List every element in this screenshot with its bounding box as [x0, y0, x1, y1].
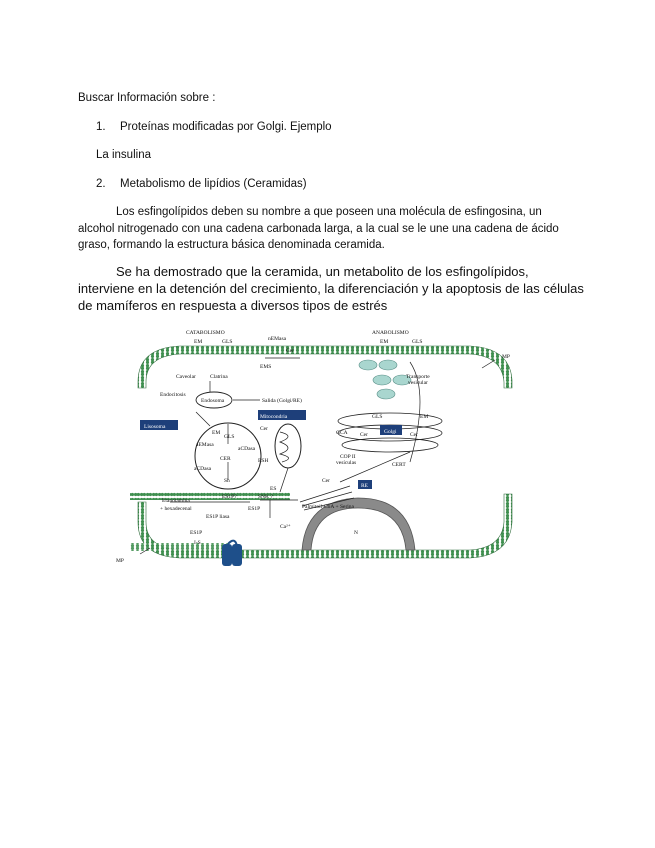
label-es1p-bottom: ES1P — [190, 530, 203, 536]
plasma-membrane-top — [138, 346, 512, 388]
label-em-right: EM — [380, 339, 389, 345]
label-sh: Sh — [224, 478, 230, 484]
label-endocitosis: Endocitosis — [160, 392, 186, 398]
label-re: RE — [361, 483, 369, 489]
paragraph-esfingolipidos — [78, 204, 578, 254]
label-clatrina: Clatrina — [210, 374, 228, 380]
paragraph-line: graso, formando la estructura básica denominada ceramida. — [78, 239, 385, 251]
label-mp-bottom: MP — [116, 558, 124, 564]
list-text: Proteínas modificadas por Golgi. Ejemplo — [120, 121, 332, 133]
label-cert: CERT — [392, 462, 406, 468]
list-text: Metabolismo de lipídios (Ceramidas) — [120, 178, 307, 190]
answer-text: La insulina — [96, 149, 151, 161]
label-em-lyso: EM — [212, 430, 221, 436]
paragraph-line: Los esfingolípidos deben su nombre a que poseen una molécula de esfingosina, un — [116, 206, 542, 218]
label-anabolismo: ANABOLISMO — [372, 330, 409, 336]
label-salida: Salida (Golgi/RE) — [262, 398, 302, 404]
label-cer-golgi-left: Cer — [360, 432, 368, 438]
label-snk: SNK ? — [258, 494, 273, 500]
transporter-channel — [222, 541, 242, 566]
mitochondria — [275, 424, 301, 468]
label-vesiculas: vesículas — [336, 460, 357, 466]
label-golgi: Golgi — [384, 429, 397, 435]
label-ca: Ca²⁺ — [280, 524, 291, 530]
paragraph-line: de mamíferos en respuesta a diversos tipos de estrés — [78, 298, 388, 313]
transport-vesicles — [359, 360, 411, 399]
label-cer-center: CER — [220, 456, 231, 462]
label-em-golgi: EM — [420, 414, 429, 420]
label-cer-mito: Cer — [260, 426, 268, 432]
paragraph-line: interviene en la detención del crecimiento, la diferenciación y la apoptosis de las células — [78, 281, 584, 296]
inner-membrane-segment — [130, 543, 230, 551]
label-caveolar: Caveolar — [176, 374, 196, 380]
paragraph-ceramida — [78, 263, 598, 314]
label-hexadecenal: + hexadecenal — [160, 506, 192, 512]
label-gls-left: GLS — [222, 339, 233, 345]
ceramide-metabolism-diagram — [110, 322, 525, 590]
label-es: ES — [270, 486, 277, 492]
label-esh: ESH — [258, 458, 269, 464]
label-acdasa-left: aCDasa — [194, 466, 212, 472]
label-cer-membrane: Cer — [286, 348, 294, 354]
label-transporte: Transporte — [406, 374, 430, 380]
label-gls-lyso: GLS — [224, 434, 235, 440]
label-lisosoma: Lisosoma — [144, 424, 166, 430]
paragraph-line: alcohol nitrogenado con una cadena carbonada larga, a la cual se le une una cadena de ácido — [78, 222, 559, 235]
label-mp-top: MP — [502, 354, 510, 360]
label-ems: EMS — [260, 364, 272, 370]
label-acdasa-right: aCDasa — [238, 446, 256, 452]
paragraph-line: Se ha demostrado que la ceramida, un metabolito de los esfingolípidos, — [116, 264, 529, 279]
label-cer-er: Cer — [322, 478, 330, 484]
label-catabolismo: CATABOLISMO — [186, 330, 225, 336]
label-mitocondria: Mitocondria — [260, 414, 288, 420]
label-em-left: EM — [194, 339, 203, 345]
label-etanolamina: Etanolamina — [162, 498, 190, 504]
label-es1p: ES1P — [248, 506, 261, 512]
label-es1p-question: ES1P? — [222, 494, 237, 500]
list-number: 1. — [96, 121, 106, 133]
label-palmitoil: Palmitoil-CoA + Serina — [302, 504, 354, 510]
list-item — [96, 177, 307, 192]
label-gca: GCA — [336, 430, 348, 436]
label-gls-right: GLS — [412, 339, 423, 345]
label-ips: I-S — [194, 540, 201, 546]
label-gls-golgi: GLS — [372, 414, 383, 420]
label-aemasa: aEMasa — [196, 442, 214, 448]
label-endosoma: Endosoma — [201, 398, 225, 404]
list-number: 2. — [96, 178, 106, 190]
label-cop: COP II — [340, 454, 356, 460]
label-es1p-liasa: ES1P liasa — [206, 514, 230, 520]
label-vesicular: vesicular — [408, 380, 428, 386]
label-n: N — [354, 530, 358, 536]
label-cer-golgi-right: Cer — [410, 432, 418, 438]
label-esmasa: nEMasa — [268, 336, 287, 342]
list-item — [96, 120, 332, 135]
document-heading: Buscar Información sobre : — [78, 92, 216, 104]
